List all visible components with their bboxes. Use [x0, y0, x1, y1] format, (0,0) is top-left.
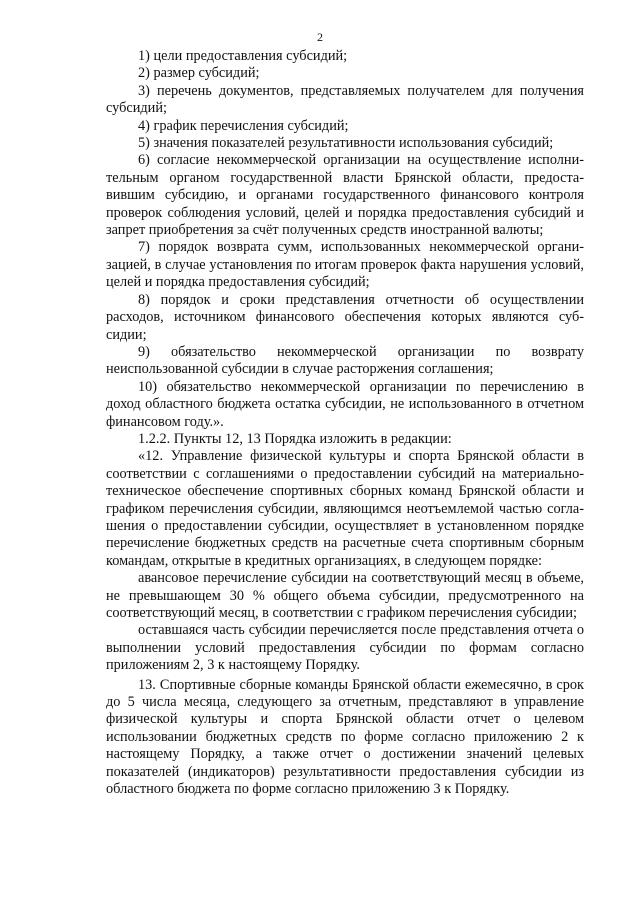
list-item-consent: 6) согласие некоммерческой организации на осуществление исполни-тельным органом государственной власти Брянской области, предоста-вившим субсидию, и органами государственного финансового контроля проверок соблюдения условий, целей и порядка предоставления субсидий и запрет приобретения за счёт полученных средств иностранной валюты;: [106, 152, 584, 239]
list-item-schedule: 4) график перечисления субсидий;: [138, 117, 349, 134]
remaining-payment-text: оставшаяся часть субсидии перечисляется после представления отчета о выполнении условий предоставления субсидии по формам согласно приложениям 2, 3 к настоящему Порядку.: [106, 622, 584, 674]
page-number: 2: [317, 30, 323, 44]
list-item-amount: 2) размер субсидий;: [138, 65, 260, 82]
list-item-indicators: 5) значения показателей результативности использования субсидий;: [138, 135, 554, 152]
list-item-documents: 3) перечень документов, представляемых получателем для получения субсидий;: [106, 82, 584, 117]
point-12-text: «12. Управление физической культуры и спорта Брянской области в соответствии с соглашениями о предоставлении субсидий на материально-техническое обеспечение спортивных сборных команд Брянской области и графиком перечисления субсидии, являющимся неотъемлемой частью согла-шения о предоставлении субсидии, осуществляет в установленном порядке перечисление бюджетных средств на расчетные счета спортивным сборным командам, открытые в кредитных организациях, в следующем порядке:: [106, 448, 584, 569]
point-13-text: 13. Спортивные сборные команды Брянской области ежемесячно, в срок до 5 числа месяца, следующего за отчетным, представляют в управление физической культуры и спорта Брянской области отчет о целевом использовании бюджетных средств по форме согласно приложению 2 к настоящему Порядку, а также отчет о достижении значений целевых показателей (индикаторов) результативности предоставления субсидии из областного бюджета по форме согласно приложению 3 к Порядку.: [106, 676, 584, 798]
list-item-refund-procedure: 7) порядок возврата сумм, использованных некоммерческой органи-зацией, в случае установления по итогам проверок факта нарушения условий, целей и порядка предоставления субсидий;: [106, 239, 584, 291]
list-item-return-obligation: 9) обязательство некоммерческой организации по возврату неиспользованной субсидии в случае расторжения соглашения;: [106, 343, 584, 378]
list-item-goals: 1) цели предоставления субсидий;: [138, 48, 348, 64]
list-item-balance-transfer: 10) обязательство некоммерческой организации по перечислению в доход областного бюджета остатка субсидии, не использованного в отчетном финансовом году.».: [106, 378, 584, 430]
list-item-reporting: 8) порядок и сроки представления отчетности об осуществлении расходов, источником финансового обеспечения которых являются суб-сидии;: [106, 291, 584, 343]
advance-payment-text: авансовое перечисление субсидии на соответствующий месяц в объеме, не превышающем 30 % общего объема субсидии, предусмотренного на соответствующий месяц, в соответствии с графиком перечисления субсидии;: [106, 570, 584, 621]
document-body: [106, 48, 584, 798]
amendment-clause: 1.2.2. Пункты 12, 13 Порядка изложить в редакции:: [138, 430, 452, 447]
